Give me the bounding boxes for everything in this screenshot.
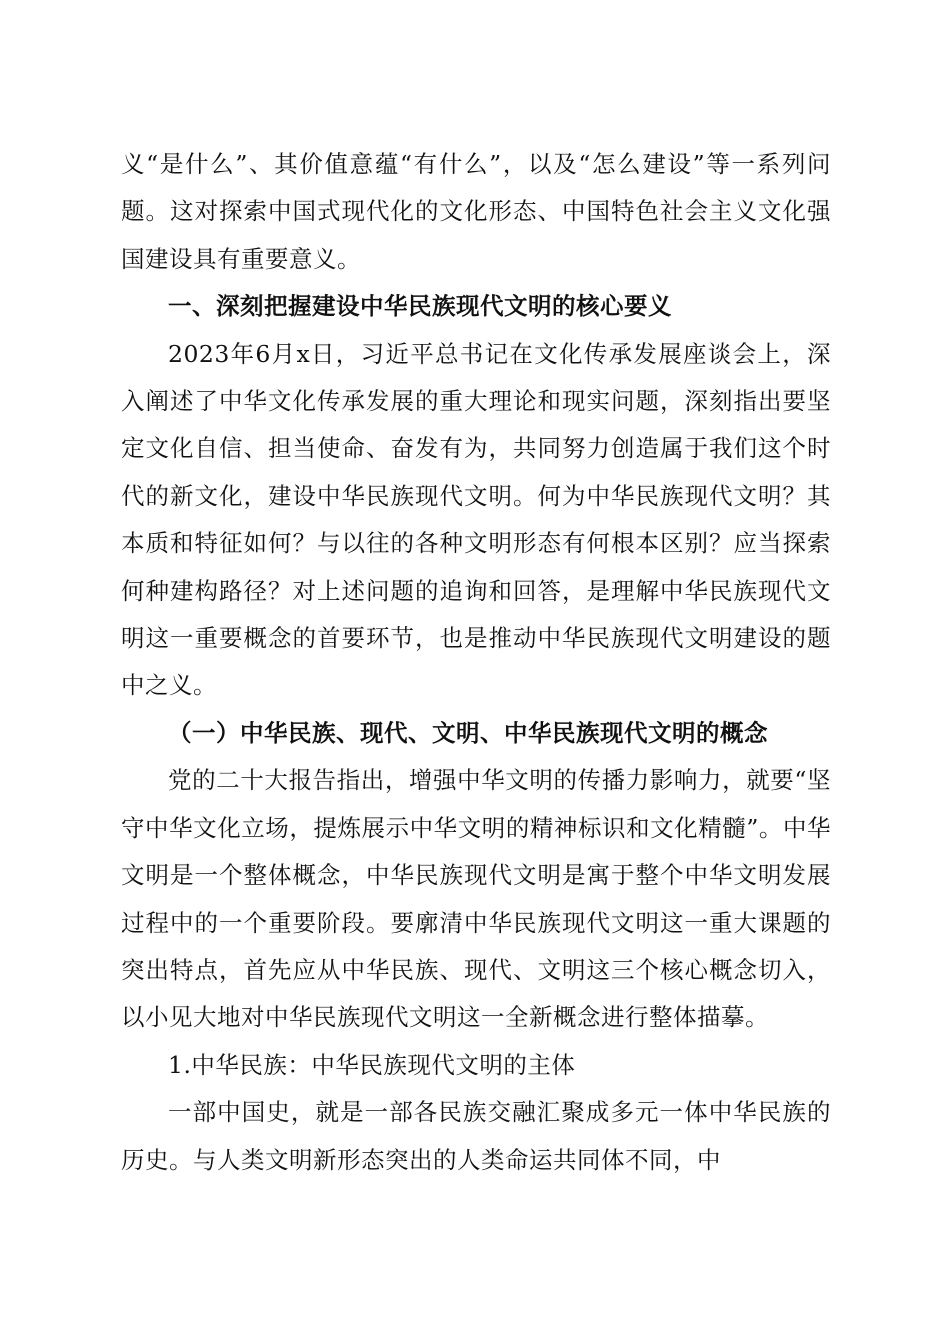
numbered-item-heading: 1.中华民族：中华民族现代文明的主体 <box>168 1050 576 1079</box>
document-body <box>121 141 831 1184</box>
paragraph: 2023年6月x日，习近平总书记在文化传承发展座谈会上，深入阐述了中华文化传承发展的重大理论和现实问题，深刻指出要坚定文化自信、担当使命、奋发有为，共同努力创造属于我们这个时代的新文化，建设中华民族现代文明。何为中华民族现代文明？其本质和特征如何？与以往的各种文明形态有何根本区别？应当探索何种建构路径？对上述问题的追询和回答，是理解中华民族现代文明这一重要概念的首要环节，也是推动中华民族现代文明建设的题中之义。 <box>121 339 831 700</box>
subsection-heading: （一）中华民族、现代、文明、中华民族现代文明的概念 <box>168 718 768 747</box>
paragraph-continued: 义“是什么”、其价值意蕴“有什么”，以及“怎么建设”等一系列问题。这对探索中国式现代化的文化形态、中国特色社会主义文化强国建设具有重要意义。 <box>121 150 831 273</box>
section-heading: 一、深刻把握建设中华民族现代文明的核心要义 <box>168 292 672 321</box>
paragraph: 一部中国史，就是一部各民族交融汇聚成多元一体中华民族的历史。与人类文明新形态突出的人类命运共同体不同，中 <box>121 1098 831 1174</box>
paragraph: 党的二十大报告指出，增强中华文明的传播力影响力，就要“坚守中华文化立场，提炼展示中华文明的精神标识和文化精髓”。中华文明是一个整体概念，中华民族现代文明是寓于整个中华文明发展过程中的一个重要阶段。要廓清中华民族现代文明这一重大课题的突出特点，首先应从中华民族、现代、文明这三个核心概念切入，以小见大地对中华民族现代文明这一全新概念进行整体描摹。 <box>121 766 831 1032</box>
